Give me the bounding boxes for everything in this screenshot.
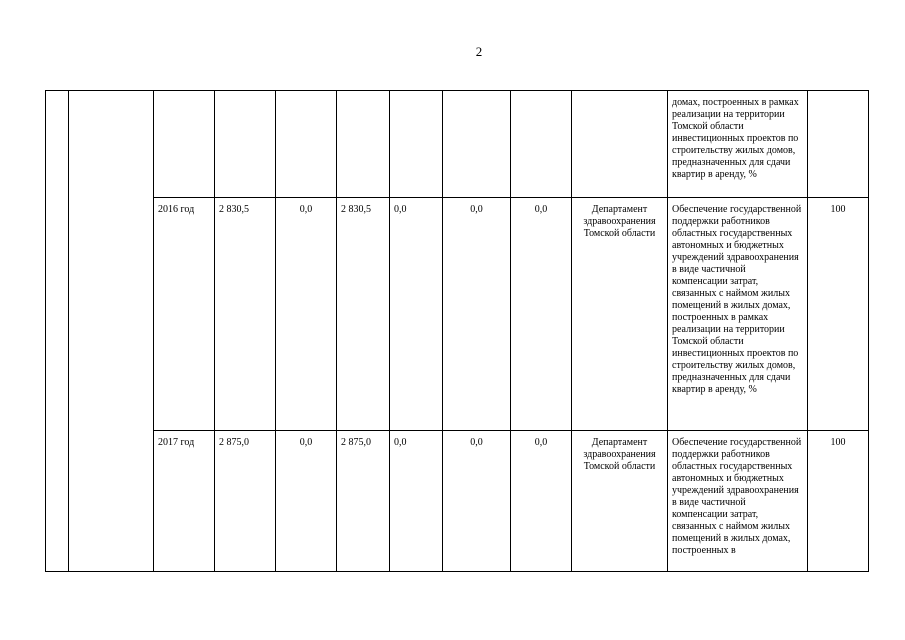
other-sources-cell: 0,0	[443, 198, 511, 431]
number-cell	[46, 91, 69, 572]
measure-name-cell	[69, 91, 154, 572]
department-cell	[572, 91, 668, 198]
indicator-value-cell: 100	[808, 431, 869, 572]
extra-sources-cell: 0,0	[511, 431, 572, 572]
total-cell: 2 875,0	[215, 431, 276, 572]
year-cell: 2016 год	[154, 198, 215, 431]
indicator-description-cell: Обеспечение государственной поддержки работников областных государственных автономных и бюджетных учреждений здравоохранения в виде частичной компенсации затрат, связанных с наймом жилых помещений в жилых домах, построенных в	[668, 431, 808, 572]
local-budget-cell	[390, 91, 443, 198]
table-row	[46, 198, 869, 431]
page-number: 2	[475, 44, 483, 59]
total-cell: 2 830,5	[215, 198, 276, 431]
federal-budget-cell: 0,0	[276, 431, 337, 572]
regional-budget-cell: 2 875,0	[337, 431, 390, 572]
federal-budget-cell	[276, 91, 337, 198]
department-cell: Департамент здравоохранения Томской области	[572, 198, 668, 431]
other-sources-cell: 0,0	[443, 431, 511, 572]
year-cell	[154, 91, 215, 198]
indicator-description-cell: домах, построенных в рамках реализации на территории Томской области инвестиционных проектов по строительству жилых домов, предназначенных для сдачи квартир в аренду, %	[668, 91, 808, 198]
regional-budget-cell: 2 830,5	[337, 198, 390, 431]
local-budget-cell: 0,0	[390, 431, 443, 572]
table-row	[46, 431, 869, 572]
program-table	[45, 90, 869, 572]
indicator-value-cell: 100	[808, 198, 869, 431]
year-cell: 2017 год	[154, 431, 215, 572]
extra-sources-cell	[511, 91, 572, 198]
regional-budget-cell	[337, 91, 390, 198]
department-cell: Департамент здравоохранения Томской области	[572, 431, 668, 572]
indicator-value-cell	[808, 91, 869, 198]
other-sources-cell	[443, 91, 511, 198]
table-row	[46, 91, 869, 198]
local-budget-cell: 0,0	[390, 198, 443, 431]
indicator-description-cell: Обеспечение государственной поддержки работников областных государственных автономных и бюджетных учреждений здравоохранения в виде частичной компенсации затрат, связанных с наймом жилых помещений в жилых домах, построенных в рамках реализации на территории Томской области инвестиционных проектов по строительству жилых домов, предназначенных для сдачи квартир в аренду, %	[668, 198, 808, 431]
extra-sources-cell: 0,0	[511, 198, 572, 431]
total-cell	[215, 91, 276, 198]
federal-budget-cell: 0,0	[276, 198, 337, 431]
